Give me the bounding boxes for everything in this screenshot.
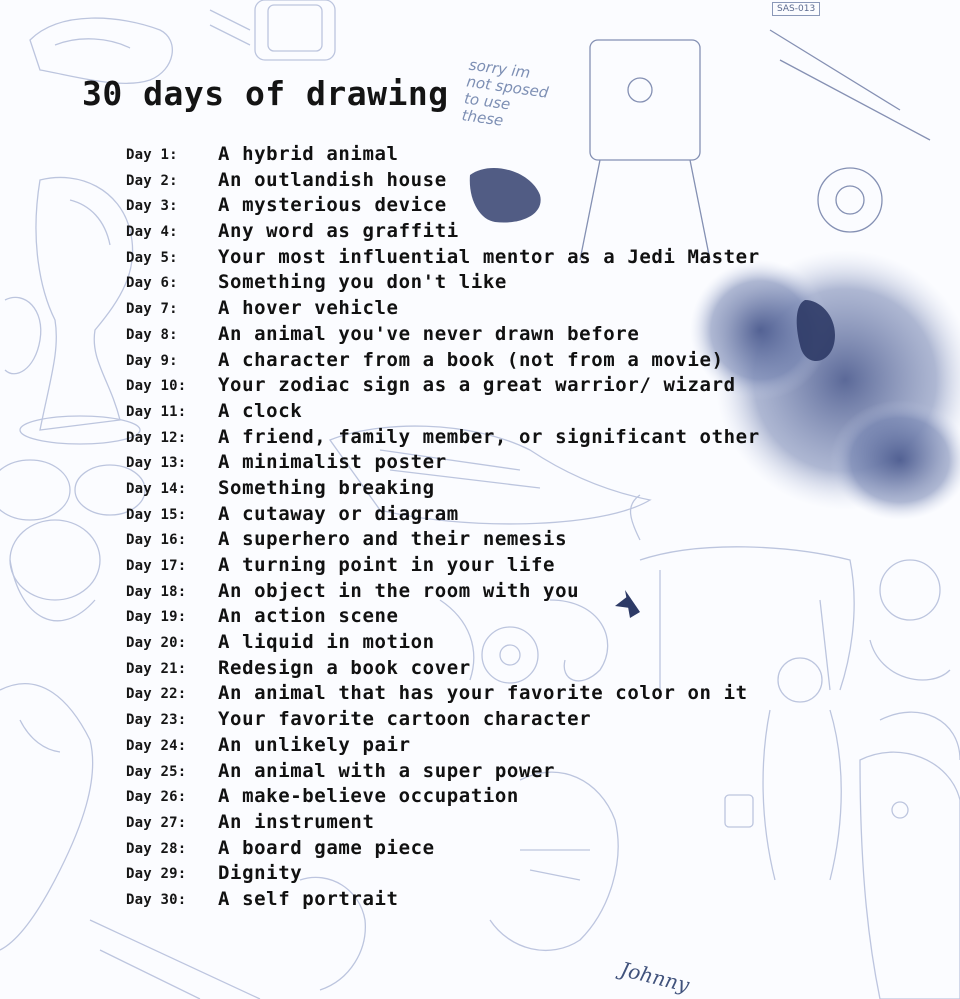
day-prompt: A self portrait [218, 887, 399, 910]
day-prompt: Dignity [218, 862, 303, 885]
day-prompt: An animal with a super power [218, 759, 556, 782]
day-prompt: An animal that has your favorite color on it [218, 682, 748, 705]
page-title: 30 days of drawing [82, 74, 449, 113]
list-item [126, 888, 826, 914]
day-prompt: A character from a book (not from a movie) [218, 348, 724, 371]
list-item [126, 271, 826, 297]
day-label: Day 8: [126, 326, 178, 343]
day-prompt: An instrument [218, 810, 375, 833]
day-prompt: A clock [218, 399, 303, 422]
day-label: Day 7: [126, 301, 178, 318]
artist-signature: Johnny [618, 956, 692, 998]
day-label: Day 18: [126, 583, 187, 600]
day-prompt: A hybrid animal [218, 143, 399, 165]
day-label: Day 26: [126, 789, 187, 806]
list-item [126, 811, 826, 837]
day-prompt: Redesign a book cover [218, 656, 471, 679]
list-item [126, 785, 826, 811]
day-prompt: A turning point in your life [218, 554, 556, 576]
day-label: Day 14: [126, 480, 187, 497]
day-prompt: An object in the room with you [218, 579, 580, 602]
day-prompt: Something breaking [218, 476, 435, 499]
day-prompt: A minimalist poster [218, 451, 447, 474]
list-item [126, 862, 826, 888]
day-label: Day 10: [126, 378, 187, 395]
day-label: Day 13: [126, 455, 187, 472]
list-item [126, 246, 826, 272]
list-item [126, 657, 826, 683]
list-item [126, 169, 826, 195]
list-item [126, 374, 826, 400]
day-prompt: Something you don't like [218, 271, 507, 294]
list-item [126, 631, 826, 657]
day-prompt: Your favorite cartoon character [218, 708, 592, 731]
day-label: Day 29: [126, 866, 187, 883]
day-label: Day 21: [126, 660, 187, 677]
list-item [126, 477, 826, 503]
day-label: Day 20: [126, 635, 187, 652]
list-item [126, 400, 826, 426]
day-label: Day 23: [126, 712, 187, 729]
day-label: Day 2: [126, 172, 178, 189]
corner-tag: SAS-013 [772, 2, 820, 16]
list-item [126, 143, 826, 169]
handwritten-note: sorry im not sposed to use these [460, 55, 550, 130]
day-label: Day 30: [126, 891, 187, 908]
list-item [126, 323, 826, 349]
day-label: Day 9: [126, 352, 178, 369]
day-label: Day 17: [126, 558, 187, 574]
day-label: Day 19: [126, 609, 187, 626]
list-item [126, 708, 826, 734]
day-prompt: A mysterious device [218, 194, 447, 217]
list-item [126, 605, 826, 631]
day-label: Day 27: [126, 814, 187, 831]
day-prompt: A board game piece [218, 836, 435, 859]
day-prompt: A liquid in motion [218, 631, 435, 654]
day-label: Day 11: [126, 403, 187, 420]
list-item [126, 220, 826, 246]
day-prompt: A superhero and their nemesis [218, 528, 568, 551]
day-label: Day 16: [126, 532, 187, 549]
day-prompt: An action scene [218, 605, 399, 628]
list-item [126, 837, 826, 863]
list-item [126, 580, 826, 606]
day-label: Day 25: [126, 763, 187, 780]
day-label: Day 1: [126, 147, 178, 163]
day-prompt: An unlikely pair [218, 733, 411, 756]
list-item [126, 734, 826, 760]
day-label: Day 5: [126, 249, 178, 266]
day-label: Day 22: [126, 686, 187, 703]
day-prompt: A make-believe occupation [218, 785, 519, 808]
list-item [126, 349, 826, 375]
day-prompt: Your most influential mentor as a Jedi Master [218, 245, 760, 268]
day-label: Day 28: [126, 840, 187, 857]
list-item [126, 554, 826, 580]
day-label: Day 12: [126, 429, 187, 446]
list-item [126, 451, 826, 477]
day-prompt: An animal you've never drawn before [218, 322, 640, 345]
day-label: Day 4: [126, 224, 178, 241]
list-item [126, 682, 826, 708]
list-item [126, 194, 826, 220]
list-item [126, 760, 826, 786]
list-item [126, 528, 826, 554]
day-prompt: A hover vehicle [218, 297, 399, 320]
day-prompt: Your zodiac sign as a great warrior/ wizard [218, 374, 736, 397]
day-prompt: An outlandish house [218, 168, 447, 191]
list-item [126, 503, 826, 529]
day-label: Day 3: [126, 198, 178, 215]
day-prompt: A friend, family member, or significant other [218, 425, 760, 448]
list-item [126, 426, 826, 452]
list-item [126, 297, 826, 323]
day-prompt-list [126, 143, 826, 914]
day-label: Day 15: [126, 506, 187, 523]
day-label: Day 24: [126, 737, 187, 754]
day-prompt: A cutaway or diagram [218, 502, 459, 525]
day-prompt: Any word as graffiti [218, 220, 459, 243]
day-label: Day 6: [126, 275, 178, 292]
